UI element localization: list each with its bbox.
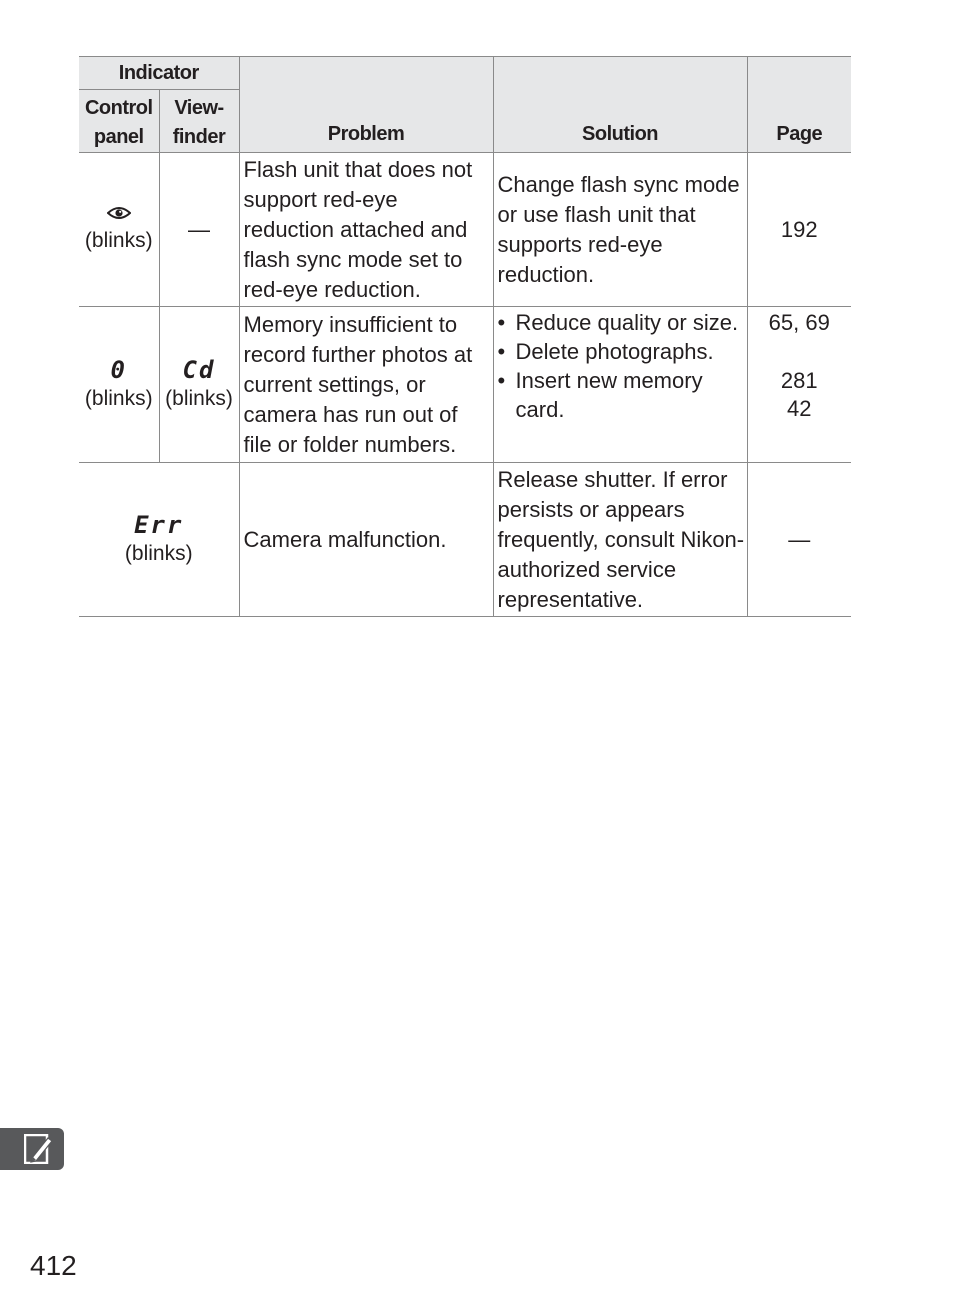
- blinks-label: (blinks): [124, 541, 193, 565]
- problem-cell: Flash unit that does not support red-eye reduction attached and flash sync mode set to red-eye reduction.: [239, 153, 493, 307]
- solution-item: • Delete photographs.: [498, 337, 745, 366]
- indicator-header: Indicator: [79, 57, 239, 90]
- blinks-label: (blinks): [84, 386, 153, 410]
- solution-cell: Release shutter. If error persists or appears frequently, consult Nikon-authorized service representative.: [493, 463, 747, 617]
- page-header: Page: [747, 57, 851, 153]
- page-list: [748, 309, 852, 423]
- solution-list: [498, 308, 745, 424]
- page-ref: 281: [780, 368, 818, 393]
- section-tab: [0, 1128, 64, 1170]
- solution-item: • Reduce quality or size.: [498, 308, 745, 337]
- page-ref: 65, 69: [768, 310, 830, 335]
- viewfinder-cell: [159, 307, 239, 463]
- problem-header: Problem: [239, 57, 493, 153]
- viewfinder-header: [159, 90, 239, 153]
- page-cell: [747, 307, 851, 463]
- page-number: 412: [30, 1250, 77, 1281]
- error-messages-table: [79, 56, 851, 617]
- indicator-cell: [79, 463, 239, 617]
- problem-cell: Memory insufficient to record further photos at current settings, or camera has run out of file or folder numbers.: [239, 307, 493, 463]
- table-row: [79, 307, 851, 463]
- control-panel-cell: [79, 153, 159, 307]
- viewfinder-header-line2: finder: [172, 126, 226, 148]
- red-eye-icon: [107, 204, 131, 222]
- troubleshooting-pen-icon: [24, 1134, 54, 1164]
- page-ref-spacer: [748, 337, 852, 367]
- page-cell: 192: [747, 153, 851, 307]
- problem-cell: Camera malfunction.: [239, 463, 493, 617]
- blinks-label: (blinks): [84, 228, 153, 252]
- control-panel-cell: [79, 307, 159, 463]
- lcd-display-text: Err: [134, 510, 184, 539]
- table-row: [79, 153, 851, 307]
- control-panel-header-line1: Control: [84, 97, 153, 119]
- solution-cell: Change flash sync mode or use flash unit that supports red-eye reduction.: [493, 153, 747, 307]
- lcd-display-text: Cd: [182, 355, 216, 384]
- viewfinder-cell: —: [159, 153, 239, 307]
- viewfinder-header-line1: View-: [174, 97, 224, 119]
- control-panel-header: [79, 90, 159, 153]
- solution-cell: [493, 307, 747, 463]
- page-cell: —: [747, 463, 851, 617]
- control-panel-header-line2: panel: [93, 126, 144, 148]
- blinks-label: (blinks): [165, 386, 233, 410]
- table-row: [79, 463, 851, 617]
- lcd-display-text: 0: [110, 355, 127, 384]
- solution-header: Solution: [493, 57, 747, 153]
- solution-item: • Insert new memory card.: [498, 366, 745, 424]
- page-ref: 42: [787, 396, 812, 421]
